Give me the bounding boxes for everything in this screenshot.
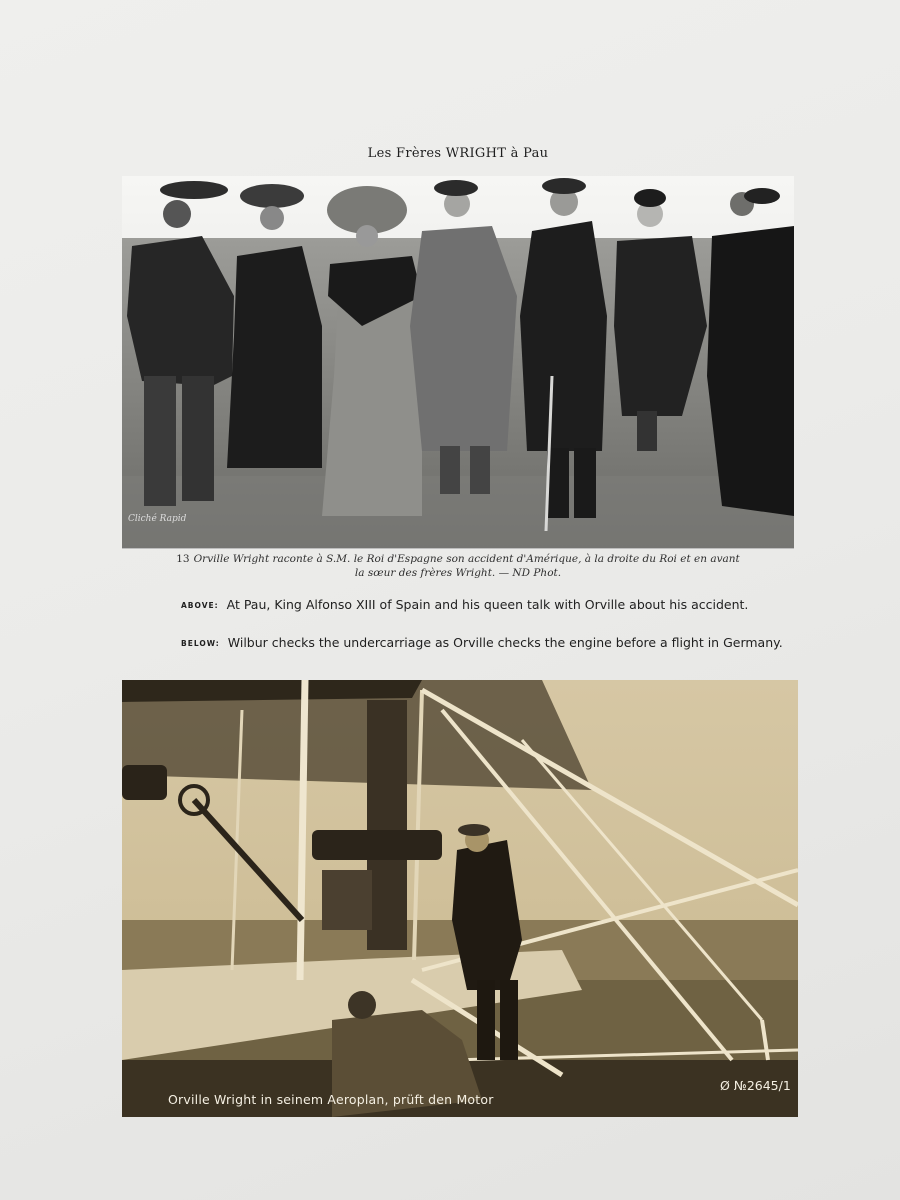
caption-above-label: ABOVE: [181,601,219,610]
caption-below [181,635,783,650]
photo-credit: Cliché Rapid [128,514,187,524]
caption-below-label: BELOW: [181,639,220,648]
photo-wright-brothers-at-pau [122,176,794,549]
postcard-caption [122,552,794,580]
caption-above-text: At Pau, King Alfonso XIII of Spain and his queen talk with Orville about his accident. [226,597,749,612]
photo-number: Ø №2645/1 [720,1078,791,1093]
postcard-top [122,140,794,579]
postcard-caption-line2: la sœur des frères Wright. — ND Phot. [354,567,562,579]
caption-above [181,597,748,612]
caption-below-text: Wilbur checks the undercarriage as Orville checks the engine before a flight in Germany. [227,635,783,650]
postcard-caption-line1: Orville Wright raconte à S.M. le Roi d'Espagne son accident d'Amérique, à la droite du Roi et en avant [193,553,740,565]
photo-caption-german: Orville Wright in seinem Aeroplan, prüft den Motor [168,1092,494,1107]
postcard-caption-number: 13 [176,553,190,565]
photo-wright-flyer-germany [122,680,798,1117]
postcard-title: Les Frères WRIGHT à Pau [367,146,549,161]
